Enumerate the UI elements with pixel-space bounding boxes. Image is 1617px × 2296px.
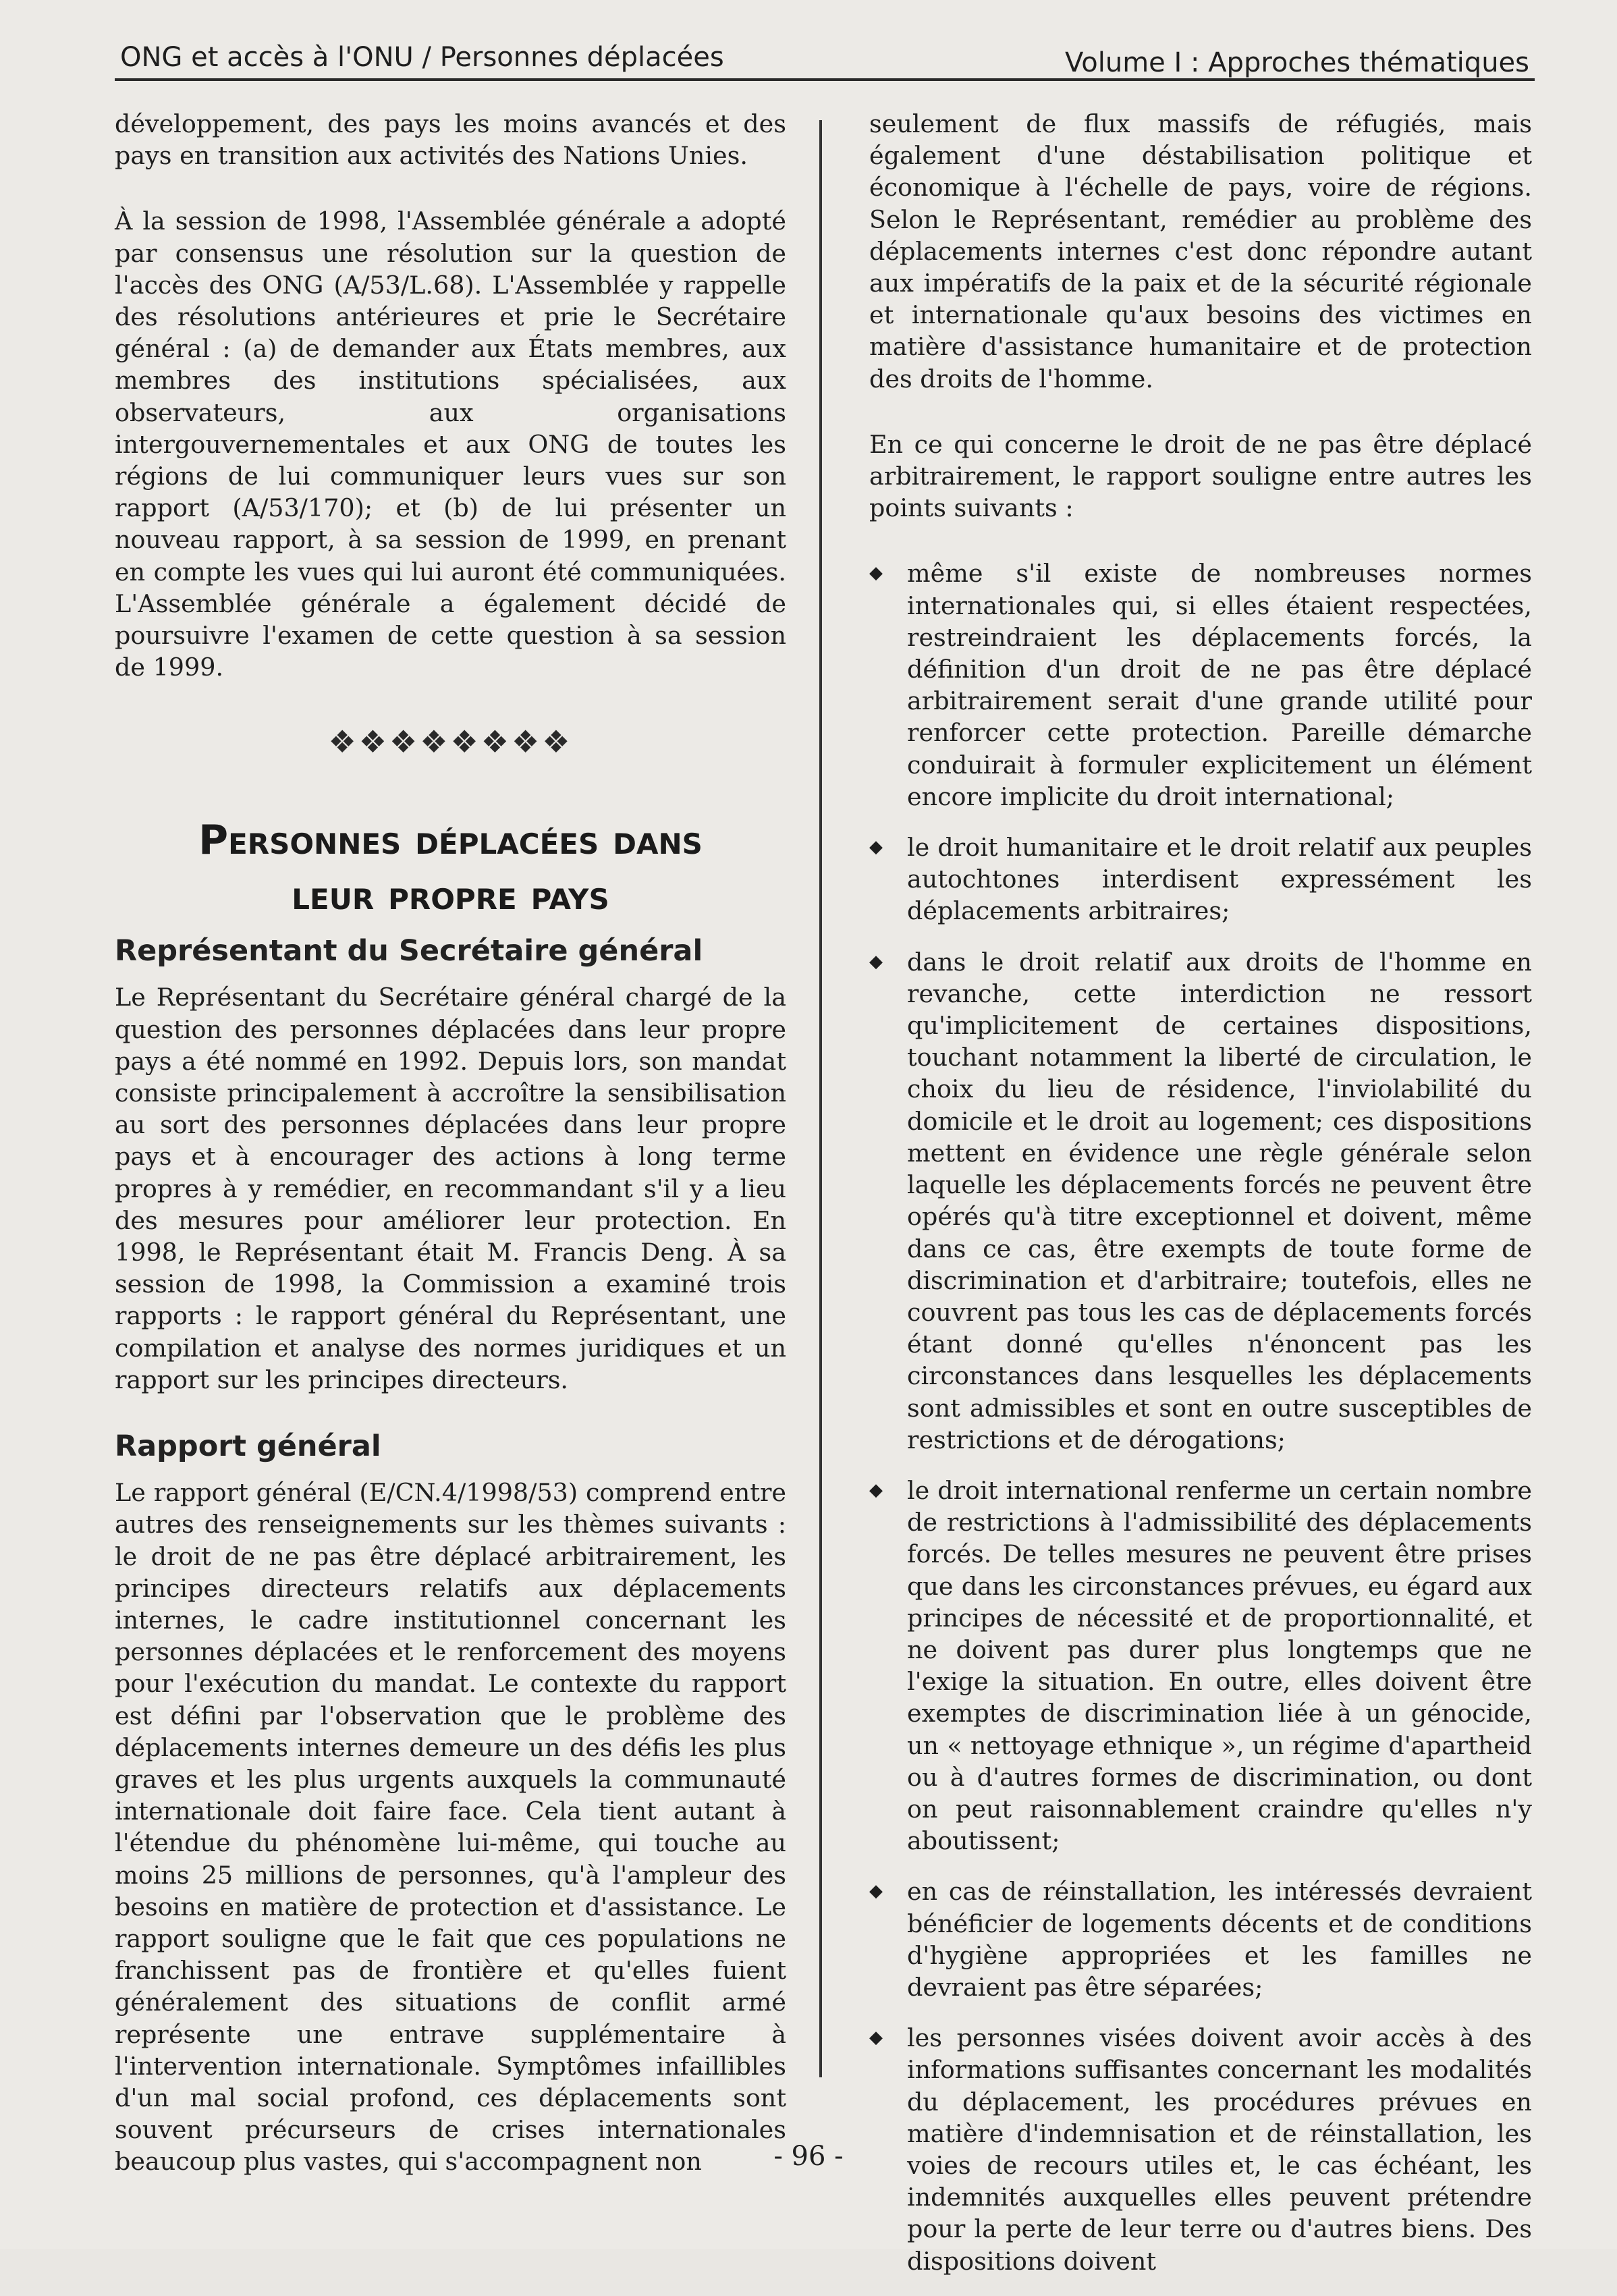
diamond-bullet-icon: ◆ (869, 951, 883, 972)
list-item (869, 557, 1532, 813)
running-header (115, 28, 1535, 81)
section-heading: Rapport général (115, 1429, 381, 1464)
bullet-list (869, 557, 1532, 2276)
list-item-text: le droit humanitaire et le droit relatif aux peuples autochtones interdisent expressément les déplacements arbitraires; (907, 833, 1532, 926)
right-column (869, 108, 1532, 2296)
diamond-bullet-icon: ◆ (869, 2027, 883, 2048)
paragraph: En ce qui concerne le droit de ne pas être déplacé arbitrairement, le rapport souligne entre autres les points suivants : (869, 429, 1532, 523)
list-item-text: les personnes visées doivent avoir accès à des informations suffisantes concernant les modalités du déplacement, les procédures prévues en matière d'indemnisation et de réinstallation, les voies de recours utiles et, le cas échéant, les indemnités auxquelles elles peuvent prétendre pour la perte de leur terre ou d'autres biens. Des dispositions doivent (907, 2023, 1532, 2276)
diamond-bullet-icon: ◆ (869, 1881, 883, 1902)
list-item-text: dans le droit relatif aux droits de l'homme en revanche, cette interdiction ne ressort qu'implicitement de certaines dispositions, touchant notamment la liberté de circulation, le choix du lieu de résidence, l'inviolabilité du domicile et le droit au logement; ces dispositions mettent en évidence une règle générale selon laquelle les déplacements forcés ne peuvent être opérés qu'à titre exceptionnel et doivent, même dans ce cas, être exempts de toute forme de discrimination et d'arbitraire; toutefois, elles ne couvrent pas tous les cas de déplacements forcés étant donné qu'elles n'énoncent pas les circonstances dans lesquelles les déplacements sont admissibles et sont en outre susceptibles de restrictions et de dérogations; (907, 947, 1532, 1454)
header-volume-title: Volume I : Approches thématiques (1065, 47, 1529, 78)
left-column (115, 108, 786, 2212)
header-publication-title: ONG et accès à l'ONU / Personnes déplacées (120, 42, 724, 73)
paragraph: Le rapport général (E/CN.4/1998/53) comprend entre autres des renseignements sur les thèmes suivants : le droit de ne pas être déplacé arbitrairement, les principes directeurs relatifs aux déplacements internes, le cadre institutionnel concernant les personnes déplacées et le renforcement des moyens pour l'exécution du mandat. Le contexte du rapport est défini par l'observation que le problème des déplacements internes demeure un des défis les plus graves et les plus urgents auxquels la communauté internationale doit faire face. Cela tient autant à l'étendue du phénomène lui-même, qui touche au moins 25 millions de personnes, qu'à l'ampleur des besoins en matière de protection et d'assistance. Le rapport souligne que le fait que ces populations ne franchissent pas de frontière et qu'elles fuient généralement des situations de conflit armé représente une entrave supplémentaire à l'intervention internationale. Symptômes infaillibles d'un mal social profond, ces déplacements sont souvent précurseurs de crises internationales beaucoup plus vastes, qui s'accompagnent non (115, 1478, 786, 2177)
chapter-title-line: Personnes déplacées dans (198, 817, 703, 865)
list-item (869, 1876, 1532, 2003)
list-item-text: le droit international renferme un certain nombre de restrictions à l'admissibilité des déplacements forcés. De telles mesures ne peuvent être prises que dans les circonstances prévues, eu égard aux principes de nécessité et de proportionnalité, et ne doivent pas durer plus longtemps que ne l'exige la situation. En outre, elles doivent être exemptes de discrimination liée à un génocide, un « nettoyage ethnique », un régime d'apartheid ou à d'autres formes de discrimination, ou dont on peut raisonnablement craindre qu'elles n'y aboutissent; (907, 1475, 1532, 1856)
list-item (869, 946, 1532, 1456)
chapter-title (115, 813, 786, 923)
diamond-bullet-icon: ◆ (869, 1479, 883, 1500)
column-divider (819, 120, 822, 2077)
section-heading: Représentant du Secrétaire général (115, 934, 703, 968)
paragraph: développement, des pays les moins avancés et des pays en transition aux activités des Nations Unies. (115, 109, 786, 171)
list-item (869, 1475, 1532, 1857)
list-item-text: en cas de réinstallation, les intéressés devraient bénéficier de logements décents et de conditions d'hygiène appropriées et les familles ne devraient pas être séparées; (907, 1877, 1532, 2002)
diamond-bullet-icon: ◆ (869, 837, 883, 858)
section-ornament: ❖❖❖❖❖❖❖❖ (328, 723, 573, 761)
paragraph: À la session de 1998, l'Assemblée générale a adopté par consensus une résolution sur la question de l'accès des ONG (A/53/L.68). L'Assemblée y rappelle des résolutions antérieures et prie le Secrétaire général : (a) de demander aux États membres, aux membres des institutions spécialisées, aux observateurs, aux organisations intergouvernementales et aux ONG de toutes les régions de lui communiquer leurs vues sur son rapport (A/53/170); et (b) de lui présenter un nouveau rapport, à sa session de 1999, en prenant en compte les vues qui lui auront été communiquées. L'Assemblée générale a également décidé de poursuivre l'examen de cette question à sa session de 1999. (115, 207, 786, 682)
page-number: - 96 - (773, 2141, 844, 2172)
paragraph: seulement de flux massifs de réfugiés, mais également d'une déstabilisation politique et économique à l'échelle de pays, voire de régions. Selon le Représentant, remédier au problème des déplacements internes c'est donc répondre autant aux impératifs de la paix et de la sécurité régionale et internationale qu'aux besoins des victimes en matière d'assistance humanitaire et de protection des droits de l'homme. (869, 109, 1532, 393)
diamond-bullet-icon: ◆ (869, 563, 883, 584)
chapter-title-line: leur propre pays (292, 872, 609, 920)
list-item (869, 831, 1532, 927)
list-item-text: même s'il existe de nombreuses normes internationales qui, si elles étaient respectées, restreindraient les déplacements forcés, la définition d'un droit de ne pas être déplacé arbitrairement serait d'une grande utilité pour renforcer cette protection. Pareille démarche conduirait à formuler explicitement un élément encore implicite du droit international; (907, 559, 1532, 811)
paragraph: Le Représentant du Secrétaire général chargé de la question des personnes déplacées dans leur propre pays a été nommé en 1992. Depuis lors, son mandat consiste principalement à accroître la sensibilisation au sort des personnes déplacées dans leur propre pays et à encourager des actions à long terme propres à y remédier, en recommandant s'il y a lieu des mesures pour améliorer leur protection. En 1998, le Représentant était M. Francis Deng. À sa session de 1998, la Commission a examiné trois rapports : le rapport général du Représentant, une compilation et analyse des normes juridiques et un rapport sur les principes directeurs. (115, 983, 786, 1394)
